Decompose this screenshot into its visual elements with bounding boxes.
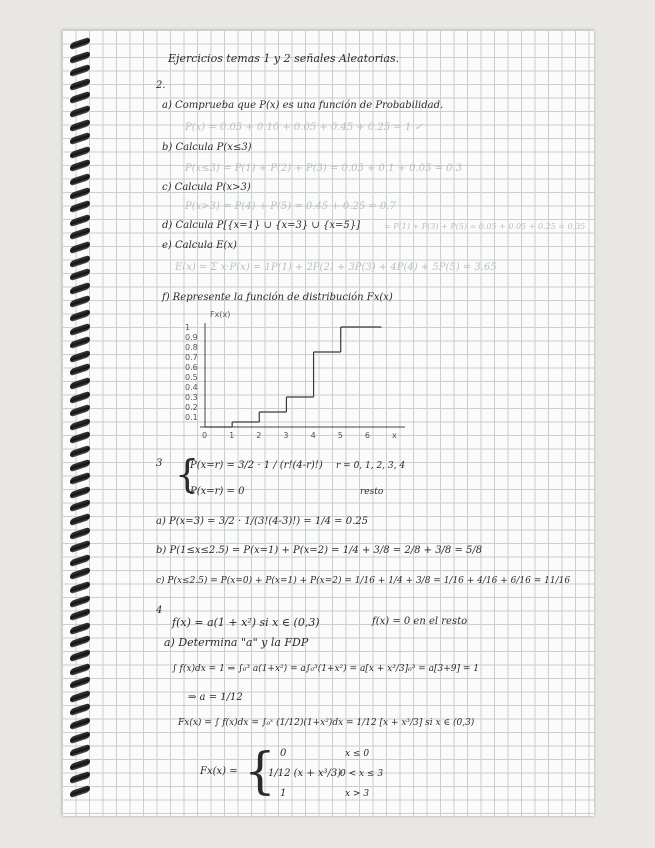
spiral-ring [70,363,90,376]
ex2-b-work: P(x≤3) = P(1) + P(2) + P(3) = 0.05 + 0.1 + 0.05 = 0.3 [185,163,463,174]
spiral-ring [70,703,90,716]
spiral-ring [70,472,90,485]
spiral-ring [70,64,90,77]
x-tick-label: 3 [283,431,289,440]
spiral-ring [70,350,90,363]
spiral-ring [70,499,90,512]
spiral-ring [70,418,90,431]
y-tick-label: 0.9 [185,333,198,342]
y-tick-label: 0.6 [185,363,198,372]
x-tick-label: x [392,431,397,440]
spiral-ring [70,730,90,743]
x-tick-label: 5 [337,431,343,440]
spiral-binding [70,40,90,810]
ex3-a: a) P(x=3) = 3/2 · 1/(3!(4-3)!) = 1/4 = 0.25 [156,516,368,527]
spiral-ring [70,282,90,295]
spiral-ring [70,608,90,621]
ex2-d-work: = P(1) + P(3) + P(5) = 0.05 + 0.05 + 0.25 = 0.35 [384,222,586,231]
ex3-condition-1: r = 0, 1, 2, 3, 4 [336,461,406,471]
ex4-piece-2: 1/12 (x + x³/3) [268,768,342,779]
ex2-d-label: d) Calcula P[{x=1} ∪ {x=3} ∪ {x=5}] [162,220,360,231]
y-tick-label: 0.5 [185,373,198,382]
ex3-brace: { [175,452,200,496]
x-tick-label: 2 [256,431,262,440]
spiral-ring [70,377,90,390]
y-tick-label: 0.4 [185,383,198,392]
spiral-ring [70,690,90,703]
exercise-4-number: 4 [156,605,163,616]
ex3-c: c) P(x≤2.5) = P(x=0) + P(x=1) + P(x=2) = 1/16 + 1/4 + 3/8 = 1/16 + 4/16 + 6/16 = 11/16 [156,576,571,586]
spiral-ring [70,173,90,186]
spiral-ring [70,662,90,675]
spiral-ring [70,118,90,131]
ex4-piece-3-condition: x > 3 [345,789,370,799]
ex4-piecewise-lhs: Fx(x) = [200,766,238,777]
y-tick-label: 0.7 [185,353,198,362]
ex4-piece-1-condition: x ≤ 0 [345,749,370,759]
distribution-plot [180,305,420,440]
spiral-ring [70,785,90,798]
x-tick-label: 4 [310,431,316,440]
spiral-ring [70,132,90,145]
exercise-3-number: 3 [156,458,163,469]
ex2-e-label: e) Calcula E(x) [162,240,237,251]
spiral-ring [70,336,90,349]
spiral-ring [70,254,90,267]
spiral-ring [70,159,90,172]
ex2-c-work: P(x>3) = P(4) + P(5) = 0.45 + 0.25 = 0.7 [185,201,396,212]
ex2-e-work: E(x) = Σ x·P(x) = 1P(1) + 2P(2) + 3P(3) + 4P(4) + 5P(5) = 3.65 [175,262,497,273]
spiral-ring [70,758,90,771]
spiral-ring [70,431,90,444]
spiral-ring [70,458,90,471]
x-tick-label: 0 [202,431,208,440]
x-tick-label: 6 [364,431,370,440]
spiral-ring [70,717,90,730]
spiral-ring [70,540,90,553]
ex2-c-label: c) Calcula P(x>3) [162,182,251,193]
ex4-a-label: a) Determina "a" y la FDP [164,636,309,649]
ex4-definition-rest: f(x) = 0 en el resto [372,616,468,627]
x-tick-label: 1 [229,431,235,440]
spiral-ring [70,105,90,118]
spiral-ring [70,390,90,403]
spiral-ring [70,309,90,322]
ex4-definition: f(x) = a(1 + x²) si x ∈ (0,3) [172,616,320,629]
spiral-ring [70,227,90,240]
ex4-piece-3: 1 [280,788,287,799]
spiral-ring [70,567,90,580]
ex2-a-work: P(x) = 0.05 + 0.10 + 0.05 + 0.45 + 0.25 = 1 ✓ [185,122,423,133]
spiral-ring [70,486,90,499]
y-tick-label: 0.2 [185,403,198,412]
ex3-case-2: P(x=r) = 0 [190,486,245,497]
ex3-b: b) P(1≤x≤2.5) = P(x=1) + P(x=2) = 1/4 + 3/8 = 2/8 + 3/8 = 5/8 [156,545,483,556]
spiral-ring [70,554,90,567]
spiral-ring [70,146,90,159]
ex4-fdp: Fx(x) = ∫ f(x)dx = ∫₀ˣ (1/12)(1+x²)dx = 1/12 [x + x³/3] si x ∈ (0,3) [178,718,475,728]
y-tick-label: 1 [185,323,191,332]
spiral-ring [70,322,90,335]
spiral-ring [70,78,90,91]
spiral-ring [70,91,90,104]
ex3-condition-2: resto [360,487,384,497]
spiral-ring [70,50,90,63]
plot-y-label: Fx(x) [210,310,231,319]
y-tick-label: 0.3 [185,393,198,402]
spiral-ring [70,581,90,594]
ex2-b-label: b) Calcula P(x≤3) [162,142,252,153]
spiral-ring [70,214,90,227]
spiral-ring [70,676,90,689]
ex4-result: ⇒ a = 1/12 [188,692,243,703]
spiral-ring [70,594,90,607]
spiral-ring [70,649,90,662]
spiral-ring [70,295,90,308]
ex4-piece-1: 0 [280,748,287,759]
spiral-ring [70,241,90,254]
y-tick-label: 0.1 [185,413,198,422]
ex2-a-label: a) Comprueba que P(x) es una función de Probabilidad. [162,100,444,111]
spiral-ring [70,445,90,458]
spiral-ring [70,622,90,635]
spiral-ring [70,513,90,526]
spiral-ring [70,404,90,417]
spiral-ring [70,744,90,757]
ex2-f-label: f) Represente la función de distribución Fx(x) [162,292,393,303]
spiral-ring [70,526,90,539]
y-tick-label: 0.8 [185,343,198,352]
spiral-ring [70,268,90,281]
exercise-2-number: 2. [156,80,166,91]
spiral-ring [70,186,90,199]
spiral-ring [70,635,90,648]
ex4-brace: { [244,742,276,800]
ex3-case-1: P(x=r) = 3/2 · 1 / (r!(4-r)!) [190,460,323,471]
spiral-ring [70,200,90,213]
ex4-piece-2-condition: 0 < x ≤ 3 [340,769,384,779]
ex4-integral: ∫ f(x)dx = 1 ⇒ ∫₀³ a(1+x²) = a∫₀³(1+x²) = a[x + x³/3]₀³ = a[3+9] = 1 [172,664,479,674]
spiral-ring [70,771,90,784]
page-title: Ejercicios temas 1 y 2 señales Aleatorias. [168,52,400,65]
